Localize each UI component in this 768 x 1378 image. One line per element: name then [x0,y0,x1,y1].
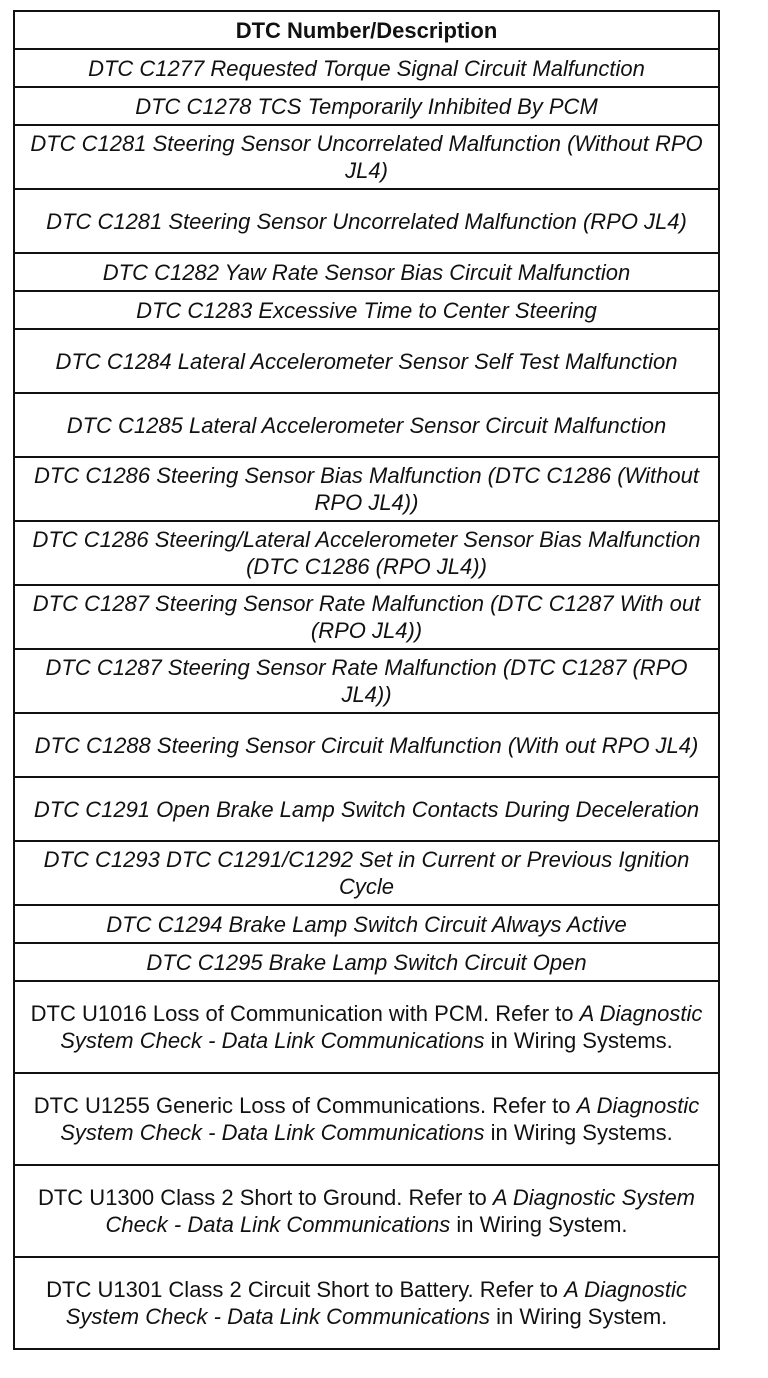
dtc-description [25,1184,708,1238]
table-row [15,776,718,840]
dtc-description: DTC C1278 TCS Temporarily Inhibited By PCM [135,93,598,119]
reference-title: A Diagnostic System Check - Data Link Communications [105,1185,696,1237]
description-text: DTC U1016 Loss of Communication with PCM. Refer to [30,1001,580,1026]
table-row [15,712,718,776]
dtc-description: DTC C1295 Brake Lamp Switch Circuit Open [146,949,587,975]
dtc-description: DTC C1286 Steering Sensor Bias Malfunction (DTC C1286 (Without RPO JL4)) [34,463,699,515]
description-text: in Wiring Systems. [484,1028,673,1053]
dtc-description: DTC C1291 Open Brake Lamp Switch Contacts During Deceleration [33,796,700,822]
dtc-description [25,1000,708,1054]
table-row [15,124,718,188]
description-text: in Wiring Systems. [484,1120,673,1145]
table-row [15,584,718,648]
dtc-description: DTC C1286 Steering/Lateral Accelerometer Sensor Bias Malfunction (DTC C1286 (RPO JL4)) [32,527,701,579]
table-row [15,1072,718,1164]
dtc-table [13,10,720,1350]
table-row [15,840,718,904]
table-row [15,252,718,290]
dtc-description: DTC C1293 DTC C1291/C1292 Set in Current or Previous Ignition Cycle [43,847,690,899]
table-row [15,290,718,328]
dtc-description: DTC C1285 Lateral Accelerometer Sensor Circuit Malfunction [66,412,667,438]
table-row [15,188,718,252]
dtc-description: DTC C1283 Excessive Time to Center Steering [136,297,597,323]
description-text: DTC U1301 Class 2 Circuit Short to Battery. Refer to [46,1277,565,1302]
description-text: in Wiring System. [490,1304,668,1329]
table-header [15,12,718,48]
table-row [15,520,718,584]
header-label: DTC Number/Description [235,17,498,43]
dtc-description: DTC C1284 Lateral Accelerometer Sensor Self Test Malfunction [55,348,678,374]
table-row [15,904,718,942]
table-row [15,392,718,456]
dtc-description: DTC C1281 Steering Sensor Uncorrelated Malfunction (Without RPO JL4) [30,131,703,183]
table-row [15,456,718,520]
table-row [15,48,718,86]
table-row [15,648,718,712]
dtc-description: DTC C1281 Steering Sensor Uncorrelated Malfunction (RPO JL4) [46,208,687,234]
table-row [15,1256,718,1348]
table-body [15,48,718,1348]
table-row [15,942,718,980]
description-text: in Wiring System. [450,1212,628,1237]
table-row [15,980,718,1072]
description-text: DTC U1255 Generic Loss of Communications. Refer to [33,1093,577,1118]
dtc-description: DTC C1287 Steering Sensor Rate Malfunction (DTC C1287 With out (RPO JL4)) [32,591,701,643]
description-text: DTC U1300 Class 2 Short to Ground. Refer to [37,1185,493,1210]
table-row [15,328,718,392]
dtc-description: DTC C1287 Steering Sensor Rate Malfunction (DTC C1287 (RPO JL4)) [45,655,688,707]
reference-title: A Diagnostic System Check - Data Link Communications [60,1093,700,1145]
dtc-description [25,1092,708,1146]
dtc-description: DTC C1277 Requested Torque Signal Circuit Malfunction [88,55,645,81]
table-row [15,1164,718,1256]
dtc-description: DTC C1282 Yaw Rate Sensor Bias Circuit Malfunction [102,259,631,285]
dtc-description [25,1276,708,1330]
reference-title: A Diagnostic System Check - Data Link Communications [60,1001,703,1053]
dtc-description: DTC C1288 Steering Sensor Circuit Malfunction (With out RPO JL4) [34,732,699,758]
dtc-description: DTC C1294 Brake Lamp Switch Circuit Always Active [106,911,627,937]
reference-title: A Diagnostic System Check - Data Link Communications [65,1277,687,1329]
table-row [15,86,718,124]
